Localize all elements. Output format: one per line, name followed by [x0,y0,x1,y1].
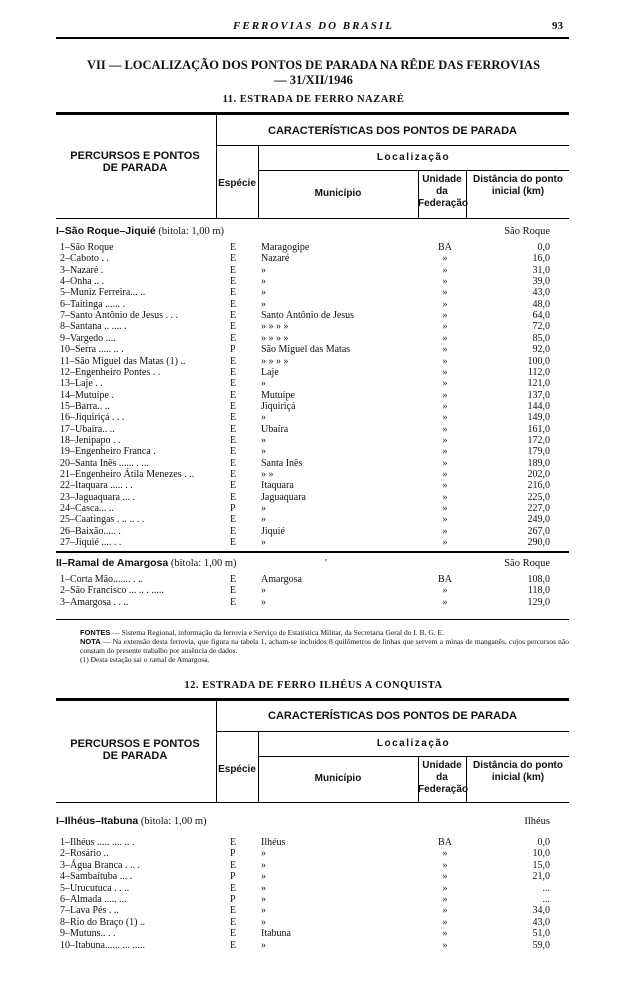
cell-esp: E [230,332,237,344]
header-bottom-rule [56,802,569,803]
cell-name: 6–Almada ..... ... [60,894,127,905]
table-row [0,905,627,916]
localizacao-header: Localização [376,152,451,163]
cell-esp: E [230,423,237,435]
cell-uf: » [442,859,448,871]
table-row [0,526,627,537]
especie-header: Espécie [218,178,256,189]
cell-esp: E [230,242,237,253]
cell-mun: São Miguel das Matas [261,344,351,356]
cell-uf: » [442,928,448,940]
table-row [0,503,627,514]
cell-esp: E [230,276,237,288]
cell-mun: » [261,596,266,608]
cell-mun: Itaquara [261,480,294,492]
table-row [0,446,627,457]
cell-dist: 137,0 [527,389,550,401]
ramal-dist-ref: São Roque [504,558,550,569]
cell-dist: 85,0 [532,332,550,344]
running-title: FERROVIAS DO BRASIL [233,20,394,32]
cell-dist: 179,0 [527,446,550,458]
footnote-1: (1) Desta estação sai o ramal de Amargosa. [80,655,210,664]
cell-esp: E [230,905,237,917]
cell-name: 8–Rio do Braço (1) .. [60,916,145,928]
fontes-text: — Sistema Regional, informação da ferrovia e Serviço de Estatística Militar, da Secretaria Geral do I. B. G. E. [112,628,444,637]
cell-dist: 31,0 [532,264,550,276]
cell-dist: 16,0 [532,253,550,265]
cell-dist: 172,0 [527,434,550,446]
table-row [0,287,627,298]
cell-name: 15–Barra.. .. [60,400,110,412]
cell-dist: 48,0 [532,298,550,310]
municipio-header: Município [314,188,362,199]
cell-mun: » [261,871,266,883]
localizacao-header: Localização [376,738,451,749]
header-rule [56,37,569,39]
cell-dist: ... [542,882,550,894]
section-11-title: 11. ESTRADA DE FERRO NAZARÉ [222,94,405,105]
cell-mun: » [261,916,266,928]
page-title-line2: — 31/XII/1946 [274,73,353,87]
ramal-dist-ref: Ilhéus [524,816,550,827]
table-row [0,837,627,848]
cell-mun: Mutuípe [261,389,295,401]
cell-mun: » [261,939,266,951]
page-number: 93 [552,20,563,32]
cell-uf: » [442,871,448,883]
table-row [0,537,627,548]
cell-dist: 72,0 [532,321,550,333]
cell-uf: » [442,332,448,344]
cell-esp: E [230,389,237,401]
cell-dist: 15,0 [532,859,550,871]
cell-esp: E [230,928,237,940]
cell-esp: E [230,882,237,894]
table-row [0,276,627,287]
cell-mun: » » [261,469,274,480]
cell-mun: Santa Inês [261,457,303,469]
distancia-header: Distância do ponto inicial (km) [473,760,563,783]
cell-mun: Amargosa [261,574,302,585]
cell-dist: 121,0 [527,378,550,390]
table-row [0,928,627,939]
cell-uf: BA [438,242,452,253]
cell-name: 7–Santo Antônio de Jesus . . . [60,310,179,322]
especie-header: Espécie [218,764,256,775]
cell-esp: E [230,355,237,367]
cell-mun: » [261,264,266,276]
cell-name: 19–Engenheiro Franca . [60,446,156,458]
cell-mun: Santo Antônio de Jesus [261,310,355,322]
ramal-gauge: (bitola: 1,00 m) [140,816,207,827]
cell-esp: P [230,344,236,356]
cell-mun: » » » » [261,321,289,333]
table-row [0,469,627,480]
caracteristicas-header: CARACTERÍSTICAS DOS PONTOS DE PARADA [268,125,517,137]
cell-uf: » [442,355,448,367]
cell-uf: » [442,916,448,928]
cell-dist: 10,0 [532,848,550,860]
ramal-row [0,226,627,237]
cell-uf: » [442,905,448,917]
cell-esp: E [230,446,237,458]
cell-dist: 227,0 [527,503,550,515]
header-bottom-rule [56,218,569,219]
cell-dist: 202,0 [527,469,550,480]
section-12-title: 12. ESTRADA DE FERRO ILHÉUS A CONQUISTA [184,680,443,691]
ramal-gauge: (bitola: 1,00 m) [170,558,237,569]
cell-mun: » » » » [261,332,289,344]
cell-mun: » [261,848,266,860]
cell-name: 24–Casca... .. [60,503,114,515]
table-row [0,412,627,423]
cell-name: 1–Ilhéus ..... .... .. . [60,837,135,848]
cell-esp: E [230,574,237,585]
cell-name: 7–Lava Pés . .. [60,905,119,917]
table-row [0,390,627,401]
cell-uf: » [442,389,448,401]
nota-text: — Na extensão desta ferrovia, que figura na tabela 1, acham-se incluídos 8 quilômetros de linhas que servem a minas de manganês, cujos percursos não constam do presente trabalho por ausência de dados. [80,637,569,655]
page-title-line1: VII — LOCALIZAÇÃO DOS PONTOS DE PARADA NA RÊDE DAS FERROVIAS [86,58,541,72]
table-row [0,401,627,412]
cell-esp: E [230,480,237,492]
cell-dist: 51,0 [532,928,550,940]
cell-esp: E [230,916,237,928]
cell-name: 22–Itaquara ..... . . [60,480,133,492]
cell-mun: Jiquié [261,525,285,537]
cell-esp: E [230,287,237,299]
cell-uf: » [442,446,448,458]
cell-uf: » [442,848,448,860]
cell-mun: » [261,298,266,310]
cell-name: 8–Santana .. .... . [60,321,127,333]
table-row [0,883,627,894]
cell-esp: E [230,310,237,322]
ramal-name: II–Ramal de Amargosa [56,557,169,569]
distancia-header: Distância do ponto inicial (km) [473,174,563,197]
header-rule [216,731,569,732]
cell-dist: 189,0 [527,457,550,469]
cell-dist: 92,0 [532,344,550,356]
cell-name: 3–Nazaré . [60,264,104,276]
cell-name: 26–Baixão..... . [60,525,121,537]
cell-uf: » [442,298,448,310]
cell-esp: E [230,264,237,276]
cell-mun: Ilhéus [261,837,286,848]
cell-mun: » [261,378,266,390]
cell-esp: E [230,469,237,480]
cell-mun: » [261,412,266,424]
fontes-label: FONTES [80,628,111,637]
cell-mun: » [261,287,266,299]
cell-name: 2–São Francisco ... .. . ..... [60,585,164,597]
cell-esp: E [230,434,237,446]
table-separator [56,551,569,553]
cell-dist: 290,0 [527,537,550,549]
cell-mun: » [261,859,266,871]
cell-name: 11–São Miguel das Matas (1) .. [60,355,186,367]
nota-label: NOTA [80,637,101,646]
cell-mun: Ubaíra [261,423,289,435]
cell-dist: 144,0 [527,400,550,412]
cell-esp: E [230,400,237,412]
cell-uf: » [442,514,448,526]
cell-uf: » [442,503,448,515]
table-row [0,333,627,344]
cell-name: 4–Sambaítuba ... . [60,871,133,883]
cell-esp: E [230,537,237,549]
cell-esp: E [230,253,237,265]
cell-uf: » [442,480,448,492]
cell-name: 4–Onha .. . [60,276,105,288]
cell-dist: 161,0 [527,423,550,435]
cell-name: 17–Ubaíra.. .. [60,423,115,435]
table-top-rule [56,112,569,115]
cell-dist: 249,0 [527,514,550,526]
cell-uf: » [442,321,448,333]
cell-mun: » [261,434,266,446]
table-row [0,585,627,596]
cell-uf: » [442,344,448,356]
cell-esp: E [230,837,237,848]
cell-uf: » [442,537,448,549]
table-row [0,242,627,253]
table-row [0,917,627,928]
cell-esp: E [230,514,237,526]
cell-uf: » [442,457,448,469]
cell-dist: 34,0 [532,905,550,917]
cell-dist: 149,0 [527,412,550,424]
header-rule [216,145,569,146]
cell-name: 14–Mutuípe . [60,389,114,401]
cell-name: 27–Jiquié .... . . [60,537,122,549]
table-row [0,367,627,378]
cell-name: 6–Taitinga ...... . [60,298,126,310]
cell-uf: BA [438,837,452,848]
table-bottom-rule [56,619,569,620]
table-row [0,321,627,332]
cell-dist: 129,0 [527,596,550,608]
table-row [0,871,627,882]
cell-mun: Itabuna [261,928,291,940]
cell-uf: » [442,596,448,608]
table-row [0,424,627,435]
ramal-row [0,816,627,827]
cell-dist: 108,0 [527,574,550,585]
cell-uf: » [442,264,448,276]
table-row [0,265,627,276]
cell-mun: Nazaré [261,253,290,265]
cell-name: 5–Urucutuca . . .. [60,882,130,894]
ramal-gauge: (bitola: 1,00 m) [158,226,225,237]
cell-name: 5–Muniz Ferreira... .. [60,287,146,299]
cell-mun: » » » » [261,355,289,367]
table-row [0,597,627,608]
table-row [0,894,627,905]
cell-mun: Maragogipe [261,242,310,253]
cell-name: 20–Santa Inês ...... . ... [60,457,149,469]
cell-esp: E [230,366,237,378]
table-divider [466,170,467,218]
cell-dist: 0,0 [537,837,550,848]
cell-mun: Jaguaquara [261,491,306,503]
cell-uf: » [442,423,448,435]
cell-dist: 64,0 [532,310,550,322]
cell-dist: 267,0 [527,525,550,537]
cell-mun: » [261,446,266,458]
cell-name: 25–Caatingas . .. .. . . [60,514,145,526]
cell-uf: » [442,882,448,894]
table-row [0,310,627,321]
cell-esp: E [230,298,237,310]
cell-dist: 39,0 [532,276,550,288]
cell-uf: » [442,585,448,597]
cell-dist: 112,0 [527,366,550,378]
table-row [0,848,627,859]
cell-esp: E [230,859,237,871]
cell-mun: » [261,894,266,905]
cell-uf: » [442,525,448,537]
cell-name: 2–Caboto . . [60,253,109,265]
cell-uf: » [442,412,448,424]
ramal-name: I–São Roque–Jiquié [56,225,156,237]
cell-name: 2–Rosário .. [60,848,109,860]
cell-dist: 59,0 [532,939,550,951]
cell-mun: » [261,503,266,515]
cell-mun: » [261,276,266,288]
cell-dist: 118,0 [527,585,550,597]
table-row [0,299,627,310]
cell-uf: » [442,253,448,265]
cell-name: 10–Serra ..... .. . [60,344,124,356]
cell-dist: 225,0 [527,491,550,503]
cell-esp: E [230,585,237,597]
cell-mun: » [261,905,266,917]
cell-esp: E [230,491,237,503]
cell-esp: E [230,321,237,333]
caracteristicas-header: CARACTERÍSTICAS DOS PONTOS DE PARADA [268,710,517,722]
cell-name: 13–Laje . . [60,378,103,390]
table-divider [466,756,467,802]
percursos-header: PERCURSOS E PONTOS DE PARADA [70,738,200,762]
cell-uf: » [442,287,448,299]
cell-mun: » [261,585,266,597]
cell-uf: BA [438,574,452,585]
cell-mun: » [261,514,266,526]
table-row [0,435,627,446]
cell-name: 18–Jenipapo . . [60,434,121,446]
cell-name: 3–Amargosa . . .. [60,596,129,608]
cell-uf: » [442,310,448,322]
cell-uf: » [442,434,448,446]
unidade-header: Unidade da Federação [418,174,469,209]
cell-dist: 43,0 [532,916,550,928]
cell-esp: E [230,412,237,424]
ramal-dist-ref: São Roque [504,226,550,237]
cell-uf: » [442,378,448,390]
cell-mun: Jiquiriçá [261,400,296,412]
table-row [0,514,627,525]
cell-mun: Laje [261,366,279,378]
footnotes [56,628,569,664]
header-rule [258,756,569,757]
municipio-header: Município [314,773,362,784]
table-row [0,940,627,951]
cell-name: 23–Jaguaquara ... . [60,491,135,503]
cell-name: 1–Corta Mão....... . .. [60,574,144,585]
cell-uf: » [442,491,448,503]
cell-dist: 43,0 [532,287,550,299]
cell-name: 9–Mutuns.. . . [60,928,116,940]
cell-esp: E [230,457,237,469]
header-rule [258,170,569,171]
cell-dist: 21,0 [532,871,550,883]
table-row [0,344,627,355]
cell-name: 16–Jiquiriçá . . . [60,412,125,424]
cell-uf: » [442,894,448,905]
table-row [0,356,627,367]
cell-uf: » [442,276,448,288]
cell-dist: ... [542,894,550,905]
cell-dist: 216,0 [527,480,550,492]
table-row [0,480,627,491]
ramal-row [0,558,627,569]
cell-esp: E [230,525,237,537]
cell-name: 1–São Roque [60,242,114,253]
cell-esp: P [230,848,236,860]
table-row [0,458,627,469]
cell-esp: E [230,378,237,390]
table-row [0,378,627,389]
cell-name: 21–Engenheiro Átila Menezes . .. [60,469,195,480]
table-row [0,574,627,585]
cell-esp: E [230,939,237,951]
cell-esp: P [230,894,236,905]
ramal-name: I–Ilhéus–Itabuna [56,815,139,827]
cell-name: 12–Engenheiro Pontes . . [60,366,161,378]
cell-name: 3–Água Branca . .. . [60,859,140,871]
cell-esp: P [230,871,236,883]
cell-esp: P [230,503,236,515]
cell-name: 10–Itabuna...... ... ..... [60,939,145,951]
table-row [0,492,627,503]
cell-mun: » [261,882,266,894]
cell-mun: » [261,537,266,549]
cell-uf: » [442,366,448,378]
table-row [0,253,627,264]
cell-name: 9–Vargedo .... [60,332,116,344]
percursos-header: PERCURSOS E PONTOS DE PARADA [70,150,200,174]
cell-uf: » [442,469,448,480]
cell-uf: » [442,400,448,412]
unidade-header: Unidade da Federação [418,760,469,795]
cell-esp: E [230,596,237,608]
cell-dist: 100,0 [527,355,550,367]
cell-uf: » [442,939,448,951]
table-top-rule [56,698,569,701]
ramal-mark: ' [325,558,327,569]
cell-dist: 0,0 [537,242,550,253]
table-row [0,860,627,871]
